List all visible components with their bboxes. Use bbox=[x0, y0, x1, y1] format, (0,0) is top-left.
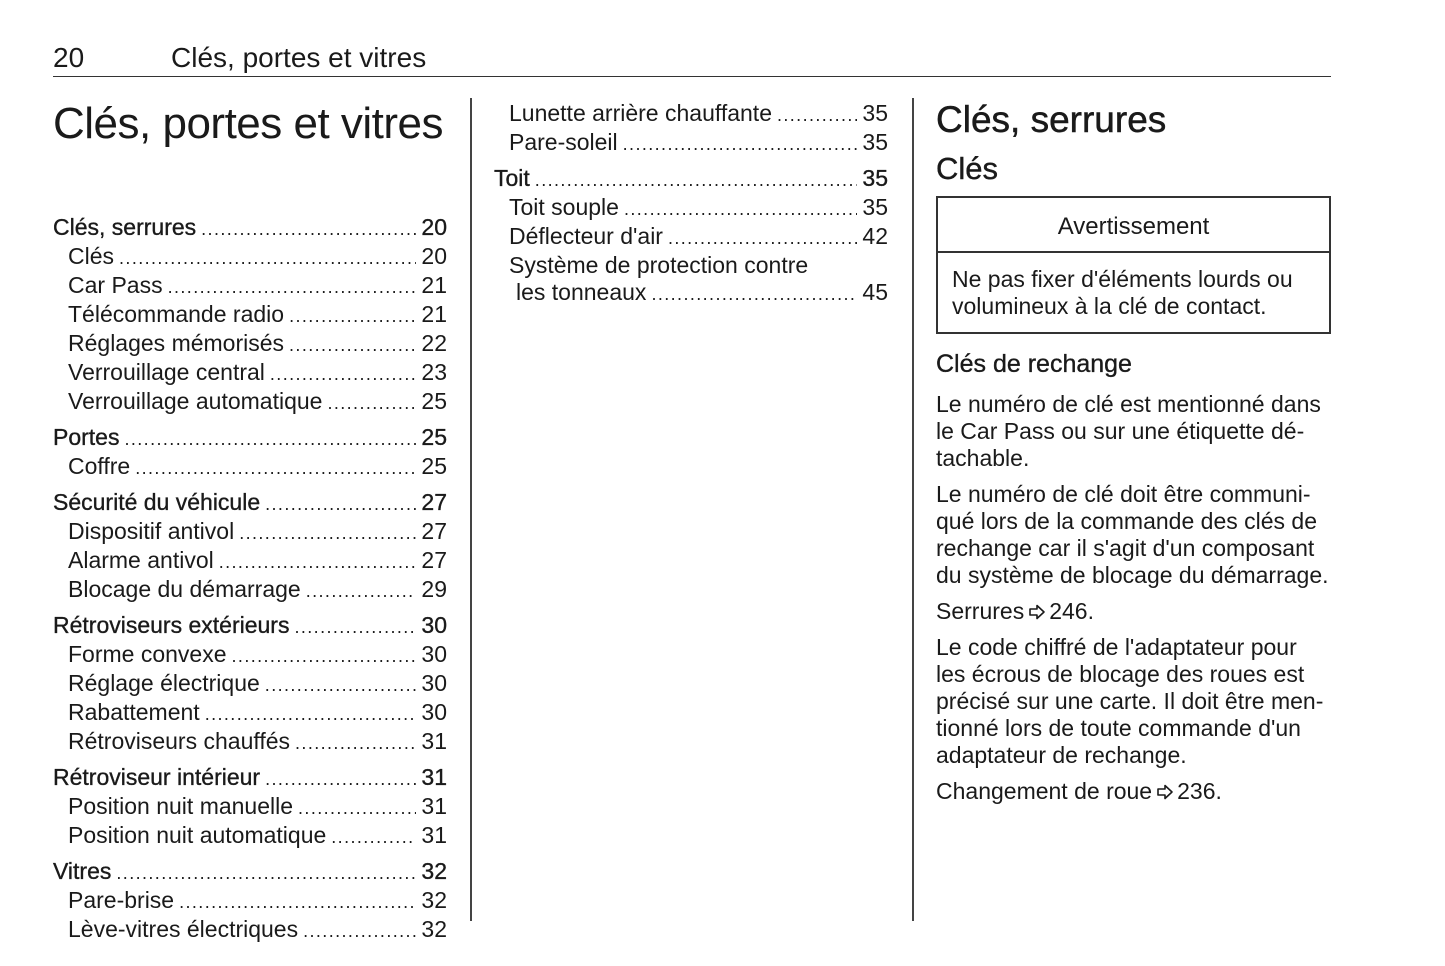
paragraph-wheel-lock-code: Le code chiffré de l'adaptateur pour les écrous de blocage des roues est précisé sur une carte. Il doit être mentionné lors de toute commande d'un adaptateur de rechange. bbox=[936, 634, 1324, 768]
toc-entry-label: Lunette arrière chauffante bbox=[509, 100, 772, 126]
toc-sub-entry-multiline[interactable] bbox=[494, 252, 888, 279]
chapter-title: Clés, portes et vitres bbox=[53, 99, 444, 148]
content-column bbox=[936, 100, 1331, 814]
toc-main-entry[interactable] bbox=[53, 858, 447, 887]
xref-label: Changement de roue bbox=[936, 778, 1153, 804]
dot-leader bbox=[168, 274, 417, 301]
toc-entry-page: 31 bbox=[421, 793, 447, 819]
dot-leader bbox=[303, 918, 416, 945]
toc-entry-label: les tonneaux bbox=[516, 279, 647, 305]
toc-entry-label: Position nuit manuelle bbox=[68, 793, 294, 819]
toc-entry-page: 25 bbox=[421, 388, 447, 414]
xref-page: 236. bbox=[1177, 778, 1222, 804]
dot-leader bbox=[239, 520, 416, 547]
toc-column-1 bbox=[53, 98, 447, 952]
toc-entry-page: 30 bbox=[421, 641, 447, 667]
toc-sub-entry[interactable] bbox=[494, 194, 888, 223]
toc-entry-page: 30 bbox=[421, 612, 447, 638]
dot-leader bbox=[232, 643, 417, 670]
xref-page: 246. bbox=[1049, 598, 1094, 624]
toc-continued-group bbox=[494, 100, 888, 158]
toc-entry-label: Forme convexe bbox=[68, 641, 227, 667]
dot-leader bbox=[179, 889, 416, 916]
toc-entry-label: Toit souple bbox=[509, 194, 619, 220]
toc-entry-label: Rétroviseurs extérieurs bbox=[53, 612, 290, 638]
dot-leader bbox=[219, 549, 417, 576]
arrow-right-outline-icon bbox=[1156, 784, 1174, 800]
toc-sub-entry[interactable] bbox=[53, 272, 447, 301]
toc-sub-entry[interactable] bbox=[53, 359, 447, 388]
toc-entry-label: Position nuit automatique bbox=[68, 822, 327, 848]
toc-sub-entry[interactable] bbox=[53, 330, 447, 359]
toc-sub-entry[interactable] bbox=[53, 728, 447, 757]
toc-entry-label: Car Pass bbox=[68, 272, 163, 298]
dot-leader bbox=[535, 167, 858, 194]
toc-entry-page: 45 bbox=[862, 279, 888, 305]
toc-sub-entry[interactable] bbox=[53, 887, 447, 916]
toc-sub-entry[interactable] bbox=[53, 641, 447, 670]
toc-entry-page: 32 bbox=[421, 887, 447, 913]
toc-sub-entry[interactable] bbox=[53, 547, 447, 576]
dot-leader bbox=[205, 701, 417, 728]
toc-entry-label: Blocage du démarrage bbox=[68, 576, 301, 602]
toc-sub-entry[interactable] bbox=[53, 916, 447, 945]
warning-text: Ne pas fixer d'éléments lourds ou volumineux à la clé de contact. bbox=[952, 266, 1293, 319]
toc-group bbox=[53, 489, 447, 605]
toc-entry-page: 27 bbox=[421, 489, 447, 515]
toc-sub-entry[interactable] bbox=[494, 100, 888, 129]
dot-leader bbox=[265, 491, 416, 518]
toc-entry-page: 27 bbox=[421, 547, 447, 573]
toc-entry-page: 32 bbox=[421, 858, 447, 884]
dot-leader bbox=[327, 390, 416, 417]
toc-sub-entry[interactable] bbox=[494, 129, 888, 158]
toc-entry-label: Coffre bbox=[68, 453, 131, 479]
toc-main-entry[interactable] bbox=[53, 424, 447, 453]
xref-label: Serrures bbox=[936, 598, 1025, 624]
warning-box bbox=[936, 196, 1331, 334]
toc-entry-page: 31 bbox=[421, 822, 447, 848]
dot-leader bbox=[265, 672, 417, 699]
toc-sub-entry[interactable] bbox=[53, 576, 447, 605]
dot-leader bbox=[668, 225, 857, 252]
dot-leader bbox=[331, 824, 416, 851]
toc-main-entry[interactable] bbox=[53, 612, 447, 641]
dot-leader bbox=[289, 332, 416, 359]
toc-entry-page: 31 bbox=[421, 764, 447, 790]
dot-leader bbox=[624, 196, 857, 223]
toc-entry-label: Déflecteur d'air bbox=[509, 223, 663, 249]
toc-main-entry[interactable] bbox=[53, 764, 447, 793]
toc-entry-label: Dispositif antivol bbox=[68, 518, 235, 544]
toc-entry-label: Pare-soleil bbox=[509, 129, 618, 155]
toc-group bbox=[494, 165, 888, 308]
dot-leader bbox=[265, 766, 416, 793]
page-number: 20 bbox=[53, 42, 85, 73]
toc-sub-entry[interactable] bbox=[53, 301, 447, 330]
xref-changement-de-roue[interactable] bbox=[936, 778, 1331, 805]
dot-leader bbox=[124, 426, 416, 453]
toc-entry-page: 35 bbox=[862, 100, 888, 126]
toc-sub-entry[interactable] bbox=[53, 388, 447, 417]
toc-entry-label: Sécurité du véhicule bbox=[53, 489, 261, 515]
dot-leader bbox=[651, 281, 857, 308]
toc-sub-entry[interactable] bbox=[53, 243, 447, 272]
toc-entry-label: Verrouillage automatique bbox=[68, 388, 323, 414]
toc-entry-label: Clés bbox=[68, 243, 115, 269]
toc-sub-entry[interactable] bbox=[53, 822, 447, 851]
dot-leader bbox=[623, 131, 858, 158]
toc-entry-page: 27 bbox=[421, 518, 447, 544]
toc-entry-page: 30 bbox=[421, 699, 447, 725]
toc-entry-page: 22 bbox=[421, 330, 447, 356]
paragraph-key-number: Le numéro de clé est mentionné dans le Car Pass ou sur une étiquette détachable. bbox=[936, 391, 1321, 471]
toc-entry-label: Vitres bbox=[53, 858, 112, 884]
toc-entry-page: 21 bbox=[421, 272, 447, 298]
toc-group bbox=[53, 764, 447, 851]
toc-entry-label: Système de protection contre bbox=[509, 252, 809, 278]
dot-leader bbox=[289, 303, 416, 330]
dot-leader bbox=[306, 578, 417, 605]
section-title: Clés, serrures bbox=[936, 99, 1167, 140]
spare-keys-heading: Clés de rechange bbox=[936, 350, 1132, 378]
toc-entry-label: Rétroviseurs chauffés bbox=[68, 728, 291, 754]
paragraph-key-order: Le numéro de clé doit être communiqué lors de la commande des clés de rechange car il s'agit d'un composant du système de blocage du démarrage. bbox=[936, 481, 1329, 588]
toc-group bbox=[53, 214, 447, 417]
toc-entry-page: 35 bbox=[862, 129, 888, 155]
warning-title: Avertissement bbox=[938, 198, 1329, 253]
dot-leader bbox=[135, 455, 416, 482]
toc-entry-page: 20 bbox=[421, 243, 447, 269]
toc-group bbox=[53, 858, 447, 945]
dot-leader bbox=[270, 361, 417, 388]
running-header bbox=[53, 40, 1331, 77]
toc-entry-label: Alarme antivol bbox=[68, 547, 214, 573]
subsection-title: Clés bbox=[936, 151, 999, 186]
toc-entry-page: 31 bbox=[421, 728, 447, 754]
toc-entry-label: Rétroviseur intérieur bbox=[53, 764, 261, 790]
toc-entry-page: 25 bbox=[421, 424, 447, 450]
toc-sub-entry[interactable] bbox=[53, 453, 447, 482]
arrow-right-outline-icon bbox=[1028, 604, 1046, 620]
toc-sub-entry[interactable] bbox=[494, 223, 888, 252]
toc-entry-page: 42 bbox=[862, 223, 888, 249]
toc-entry-page: 35 bbox=[862, 194, 888, 220]
xref-serrures[interactable] bbox=[936, 598, 1331, 625]
toc-entry-label: Télécommande radio bbox=[68, 301, 285, 327]
dot-leader bbox=[201, 216, 416, 243]
toc-group bbox=[53, 612, 447, 757]
column-divider-1 bbox=[470, 98, 472, 921]
toc-entry-label: Clés, serrures bbox=[53, 214, 197, 240]
toc-entry-label: Réglages mémorisés bbox=[68, 330, 285, 356]
table-of-contents-continued bbox=[494, 165, 888, 308]
toc-group bbox=[53, 424, 447, 482]
toc-entry-label: Toit bbox=[494, 165, 530, 191]
running-chapter-title: Clés, portes et vitres bbox=[171, 42, 427, 73]
toc-entry-page: 30 bbox=[421, 670, 447, 696]
toc-sub-entry[interactable] bbox=[53, 670, 447, 699]
dot-leader bbox=[777, 102, 857, 129]
toc-entry-label: Verrouillage central bbox=[68, 359, 265, 385]
dot-leader bbox=[294, 614, 416, 641]
toc-sub-entry[interactable] bbox=[53, 793, 447, 822]
toc-sub-entry-multiline-cont[interactable] bbox=[494, 279, 888, 308]
toc-entry-page: 29 bbox=[421, 576, 447, 602]
dot-leader bbox=[295, 730, 416, 757]
dot-leader bbox=[298, 795, 416, 822]
toc-entry-label: Portes bbox=[53, 424, 120, 450]
toc-entry-label: Pare-brise bbox=[68, 887, 175, 913]
toc-column-2 bbox=[494, 100, 888, 315]
toc-main-entry[interactable] bbox=[53, 489, 447, 518]
toc-entry-page: 32 bbox=[421, 916, 447, 942]
dot-leader bbox=[119, 245, 416, 272]
toc-sub-entry[interactable] bbox=[53, 699, 447, 728]
toc-entry-label: Rabattement bbox=[68, 699, 200, 725]
toc-entry-label: Lève-vitres électriques bbox=[68, 916, 299, 942]
toc-entry-page: 20 bbox=[421, 214, 447, 240]
toc-entry-page: 23 bbox=[421, 359, 447, 385]
toc-main-entry[interactable] bbox=[53, 214, 447, 243]
toc-sub-entry[interactable] bbox=[53, 518, 447, 547]
toc-entry-page: 35 bbox=[862, 165, 888, 191]
column-divider-2 bbox=[912, 98, 914, 921]
toc-entry-page: 21 bbox=[421, 301, 447, 327]
toc-main-entry[interactable] bbox=[494, 165, 888, 194]
toc-entry-page: 25 bbox=[421, 453, 447, 479]
toc-entry-label: Réglage électrique bbox=[68, 670, 260, 696]
table-of-contents bbox=[53, 214, 447, 945]
dot-leader bbox=[116, 860, 416, 887]
